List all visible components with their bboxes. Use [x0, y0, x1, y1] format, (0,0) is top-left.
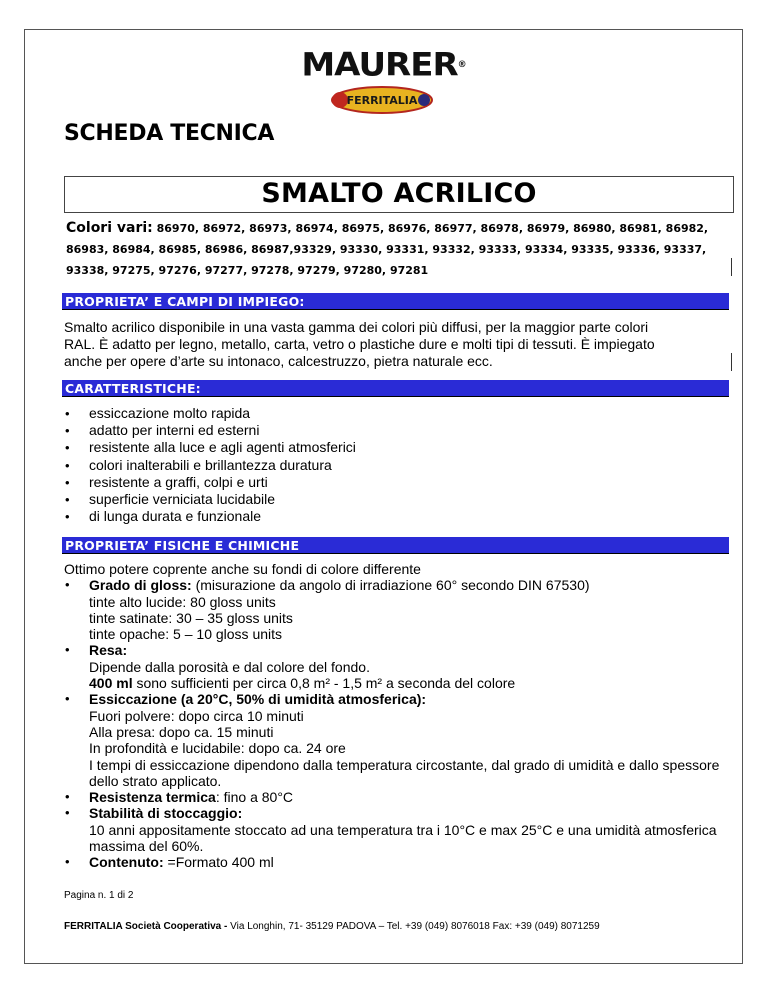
brand-wordmark: MAURER® — [301, 46, 467, 84]
text-line: Smalto acrilico disponibile in una vasta gamma dei colori più diffusi, per la maggior parte colori — [64, 319, 649, 335]
drying-text: Alla presa: dopo ca. 15 minuti — [89, 723, 274, 740]
storage-text: 10 anni appositamente stoccato ad una temperatura tra i 10°C e max 25°C e una umidità atmosferica massima del 60%. — [89, 821, 717, 855]
list-item: • resistente alla luce e agli agenti atmosferici — [64, 439, 356, 456]
gloss-value: tinte alto lucide: 80 gloss units — [89, 593, 276, 610]
list-item: • colori inalterabili e brillantezza duratura — [64, 457, 356, 474]
color-codes-line: 86983, 86984, 86985, 86986, 86987,93329, 93330, 93331, 93332, 93333, 93334, 93335, 93336, 93337, — [66, 243, 707, 256]
svg-text:FERRITALIA: FERRITALIA — [346, 94, 418, 107]
drying-note: I tempi di essiccazione dipendono dalla temperatura circostante, dal grado di umidità e dallo spessore dello strato applicato. — [89, 756, 720, 789]
yield-text: 400 ml sono sufficienti per circa 0,8 m² - 1,5 m² a seconda del colore — [89, 675, 516, 692]
section-header-features — [62, 380, 729, 397]
thermal-item: • Resistenza termica: fino a 80°C — [64, 789, 732, 805]
content-item: • Contenuto: =Formato 400 ml — [64, 854, 732, 870]
gloss-value: tinte satinate: 30 – 35 gloss units — [89, 609, 293, 626]
yield-text: Dipende dalla porosità e dal colore del fondo. — [89, 658, 370, 675]
ferritalia-badge-icon — [320, 84, 445, 116]
drying-text: In profondità e lucidabile: dopo ca. 24 ore — [89, 740, 346, 757]
list-item: • adatto per interni ed esterni — [64, 422, 356, 439]
section-header-physical — [62, 537, 729, 554]
color-codes — [66, 218, 731, 281]
features-list — [64, 405, 356, 525]
list-item: • resistente a graffi, colpi e urti — [64, 474, 356, 491]
gloss-item: • Grado di gloss: (misurazione da angolo di irradiazione 60° secondo DIN 67530) — [64, 577, 732, 593]
revision-bar — [731, 258, 732, 276]
physical-properties — [64, 561, 732, 871]
company-footer: FERRITALIA Società Cooperativa - Via Longhin, 71- 35129 PADOVA – Tel. +39 (049) 8076018 Fax: +39 (049) 8071259 — [64, 921, 600, 932]
section-title: PROPRIETA’ FISICHE E CHIMICHE — [65, 538, 300, 553]
physical-intro: Ottimo potere coprente anche su fondi di colore differente — [64, 561, 421, 577]
section-title: PROPRIETA’ E CAMPI DI IMPIEGO: — [65, 294, 305, 309]
page-number: Pagina n. 1 di 2 — [64, 890, 134, 901]
drying-item: • Essiccazione (a 20°C, 50% di umidità atmosferica): — [64, 691, 732, 707]
section-title: CARATTERISTICHE: — [65, 381, 201, 396]
color-codes-label: Colori vari: — [66, 220, 153, 236]
product-title: SMALTO ACRILICO — [261, 178, 537, 209]
color-codes-line: 93338, 97275, 97276, 97277, 97278, 97279, 97280, 97281 — [66, 264, 429, 277]
storage-item: • Stabilità di stoccaggio: — [64, 805, 732, 821]
drying-text: Fuori polvere: dopo circa 10 minuti — [89, 707, 304, 724]
text-line: anche per opere d’arte su intonaco, calcestruzzo, pietra naturale ecc. — [64, 353, 493, 369]
section-header-properties — [62, 293, 729, 310]
yield-item: • Resa: — [64, 642, 732, 658]
text-line: RAL. È adatto per legno, metallo, carta, vetro o plastiche dure e molti tipi di tessuti. È impiegato — [64, 336, 655, 352]
brand-logo — [300, 48, 468, 118]
list-item: • essiccazione molto rapida — [64, 405, 356, 422]
properties-text — [64, 319, 732, 370]
list-item: • di lunga durata e funzionale — [64, 508, 356, 525]
list-item: • superficie verniciata lucidabile — [64, 491, 356, 508]
document-type-heading: SCHEDA TECNICA — [64, 121, 275, 146]
color-codes-line: 86970, 86972, 86973, 86974, 86975, 86976, 86977, 86978, 86979, 86980, 86981, 86982, — [156, 222, 709, 235]
product-title-box — [64, 176, 734, 213]
revision-bar — [731, 353, 732, 371]
gloss-value: tinte opache: 5 – 10 gloss units — [89, 626, 283, 643]
